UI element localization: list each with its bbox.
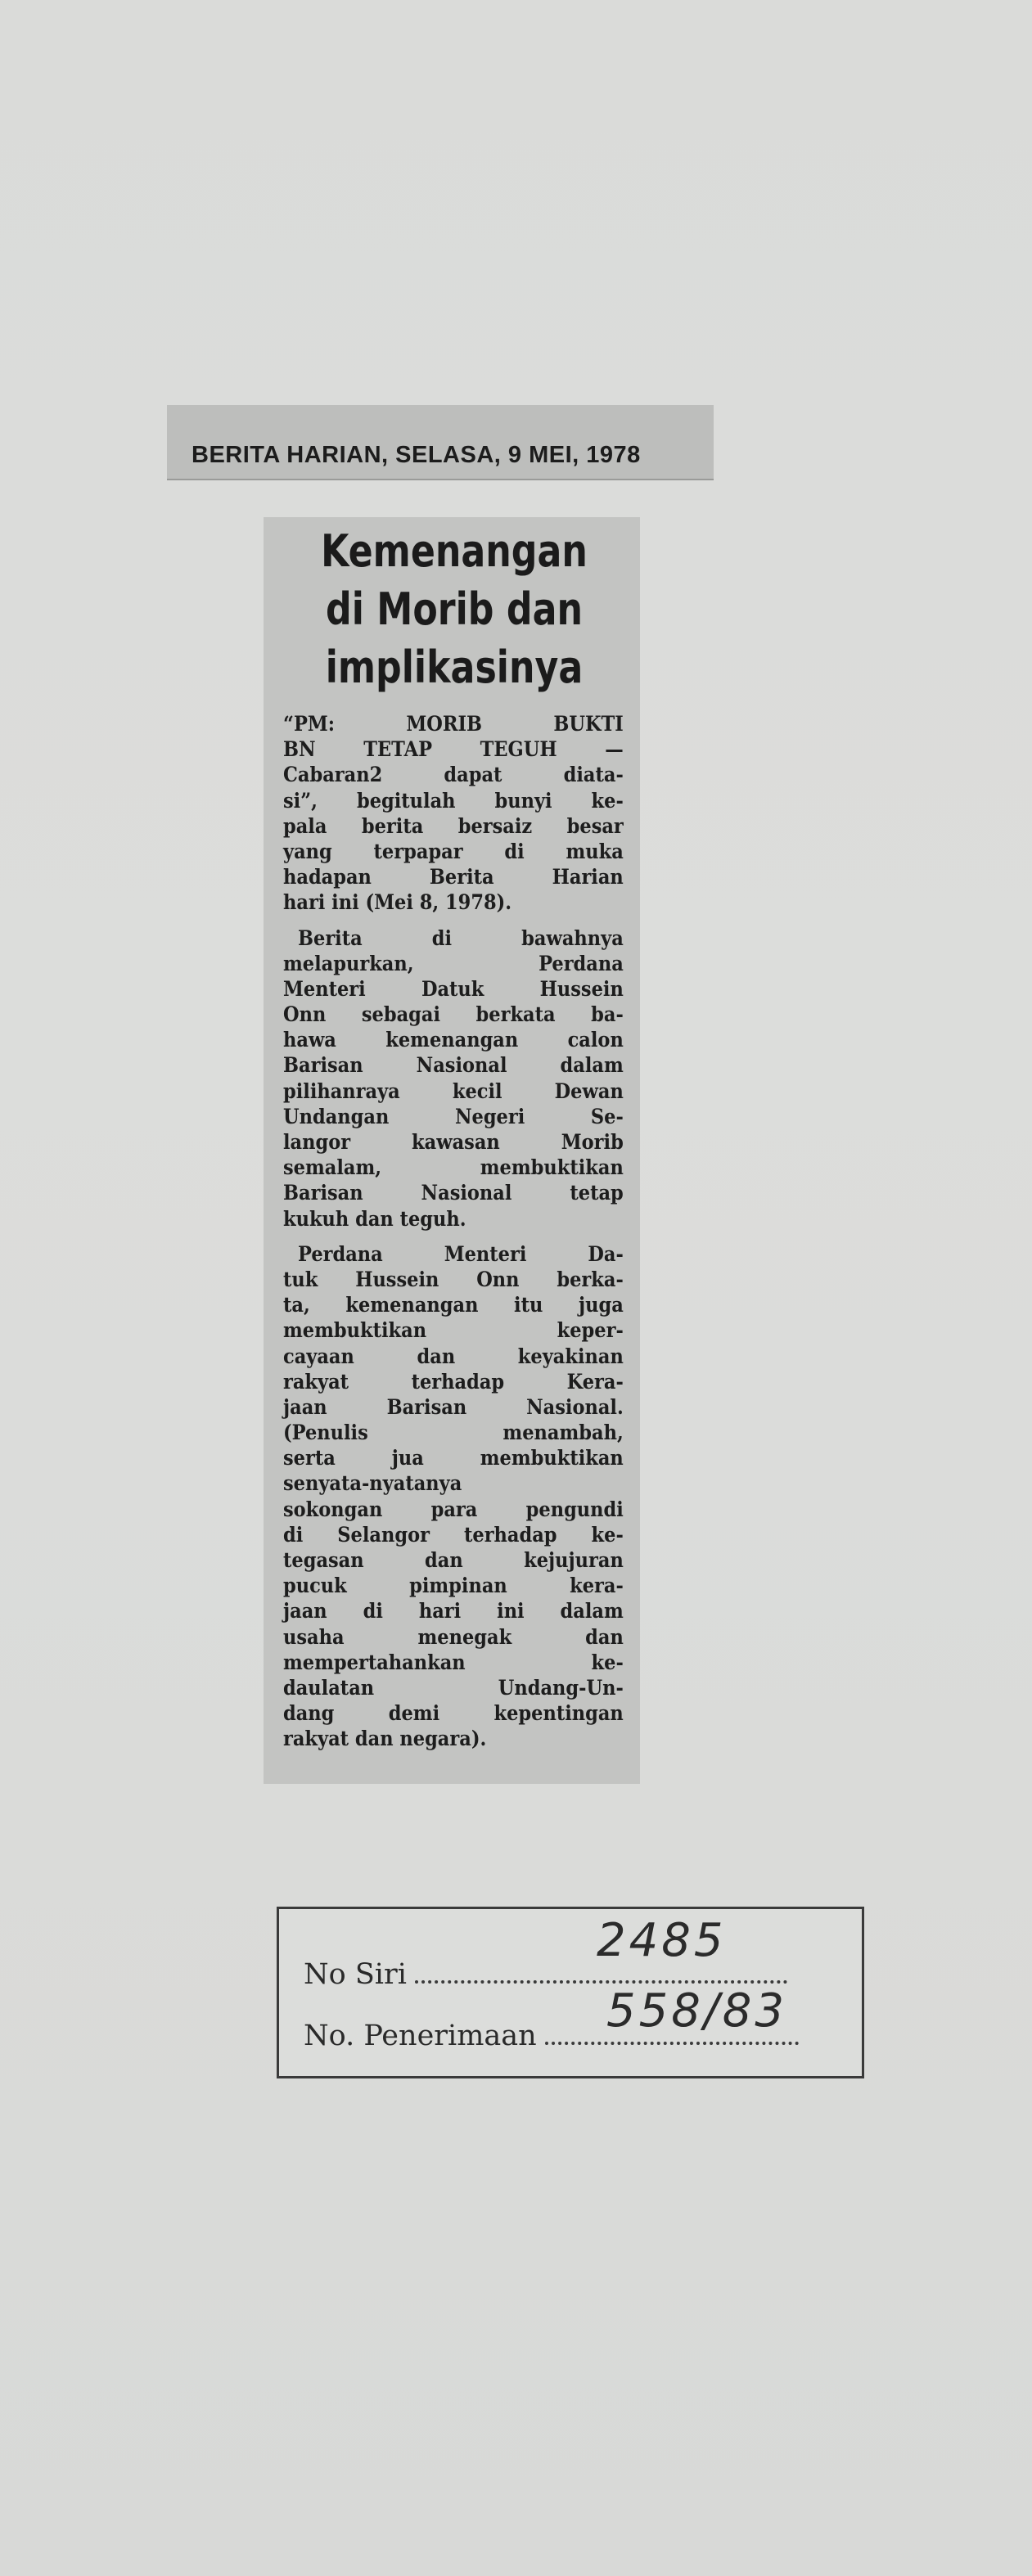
article-line: Onn sebagai berkata ba- (283, 1002, 624, 1027)
headline-line: implikasinya (325, 642, 584, 693)
headline-line: Kemenangan (321, 525, 588, 577)
article-line: hari ini (Mei 8, 1978). (283, 890, 512, 915)
article-line: yang terpapar di muka (283, 839, 624, 863)
headline-line: di Morib dan (325, 583, 584, 635)
article-line: pilihanraya kecil Dewan (283, 1079, 624, 1103)
article-line: langor kawasan Morib (283, 1130, 624, 1154)
article-line: di Selangor terhadap ke- (283, 1522, 624, 1547)
article-line: tegasan dan kejujuran (283, 1548, 624, 1572)
article-line: (Penulis menambah, (283, 1421, 624, 1445)
article-line: pucuk pimpinan kera- (283, 1574, 624, 1598)
article-line: usaha menegak dan (283, 1624, 624, 1649)
article-line: jaan Barisan Nasional. (283, 1394, 624, 1419)
article-line: tuk Hussein Onn berka- (283, 1267, 624, 1291)
masthead-text: BERITA HARIAN, SELASA, 9 MEI, 1978 (192, 442, 641, 468)
article-line: rakyat terhadap Kera- (283, 1369, 624, 1394)
article-line: dang demi kepentingan (283, 1701, 624, 1726)
article-line: Barisan Nasional tetap (283, 1181, 624, 1205)
article-line: si”, begitulah bunyi ke- (283, 788, 624, 813)
article-line: “PM: MORIB BUKTI (283, 712, 624, 736)
article-line: daulatan Undang-Un- (283, 1675, 624, 1700)
siri-label: No Siri (304, 1958, 407, 1991)
article-line: BN TETAP TEGUH — (283, 737, 624, 762)
article-line: semalam, membuktikan (283, 1155, 624, 1180)
penerimaan-handwritten-value: 558/83 (606, 1984, 788, 2038)
article-line: sokongan para pengundi (283, 1497, 624, 1521)
paragraph-gap (283, 1232, 624, 1241)
article-line: mempertahankan ke- (283, 1650, 624, 1674)
siri-handwritten-value: 2485 (597, 1914, 727, 1967)
article-line: Barisan Nasional dalam (283, 1053, 624, 1078)
article-line: hawa kemenangan calon (283, 1028, 624, 1052)
article-line: serta jua membuktikan (283, 1446, 624, 1470)
article-line: rakyat dan negara). (283, 1727, 487, 1751)
article-line: membuktikan keper- (283, 1318, 624, 1343)
article-headline (314, 517, 595, 696)
article-line: Perdana Menteri Da- (298, 1241, 624, 1266)
newspaper-masthead (167, 405, 714, 480)
dotted-line (415, 1980, 787, 1984)
registry-stamp (277, 1907, 864, 2078)
article-line: kukuh dan teguh. (283, 1206, 466, 1231)
article-line: jaan di hari ini dalam (283, 1599, 624, 1624)
newspaper-clipping (264, 517, 640, 1784)
article-body (283, 711, 625, 1752)
article-line: hadapan Berita Harian (283, 865, 624, 889)
article-lines (283, 711, 624, 1752)
article-line: cayaan dan keyakinan (283, 1344, 624, 1368)
paragraph-gap (283, 916, 624, 925)
dotted-line (545, 2042, 799, 2045)
article-line: pala berita bersaiz besar (283, 813, 624, 838)
article-line: melapurkan, Perdana (283, 951, 624, 975)
article-line: Menteri Datuk Hussein (283, 976, 624, 1001)
article-line: Undangan Negeri Se- (283, 1104, 624, 1128)
article-line: ta, kemenangan itu juga (283, 1293, 624, 1317)
article-line: Berita di bawahnya (298, 925, 624, 950)
article-line: Cabaran2 dapat diata- (283, 763, 624, 787)
penerimaan-label: No. Penerimaan (304, 2020, 537, 2052)
article-line: senyata-nyatanya (283, 1471, 462, 1496)
